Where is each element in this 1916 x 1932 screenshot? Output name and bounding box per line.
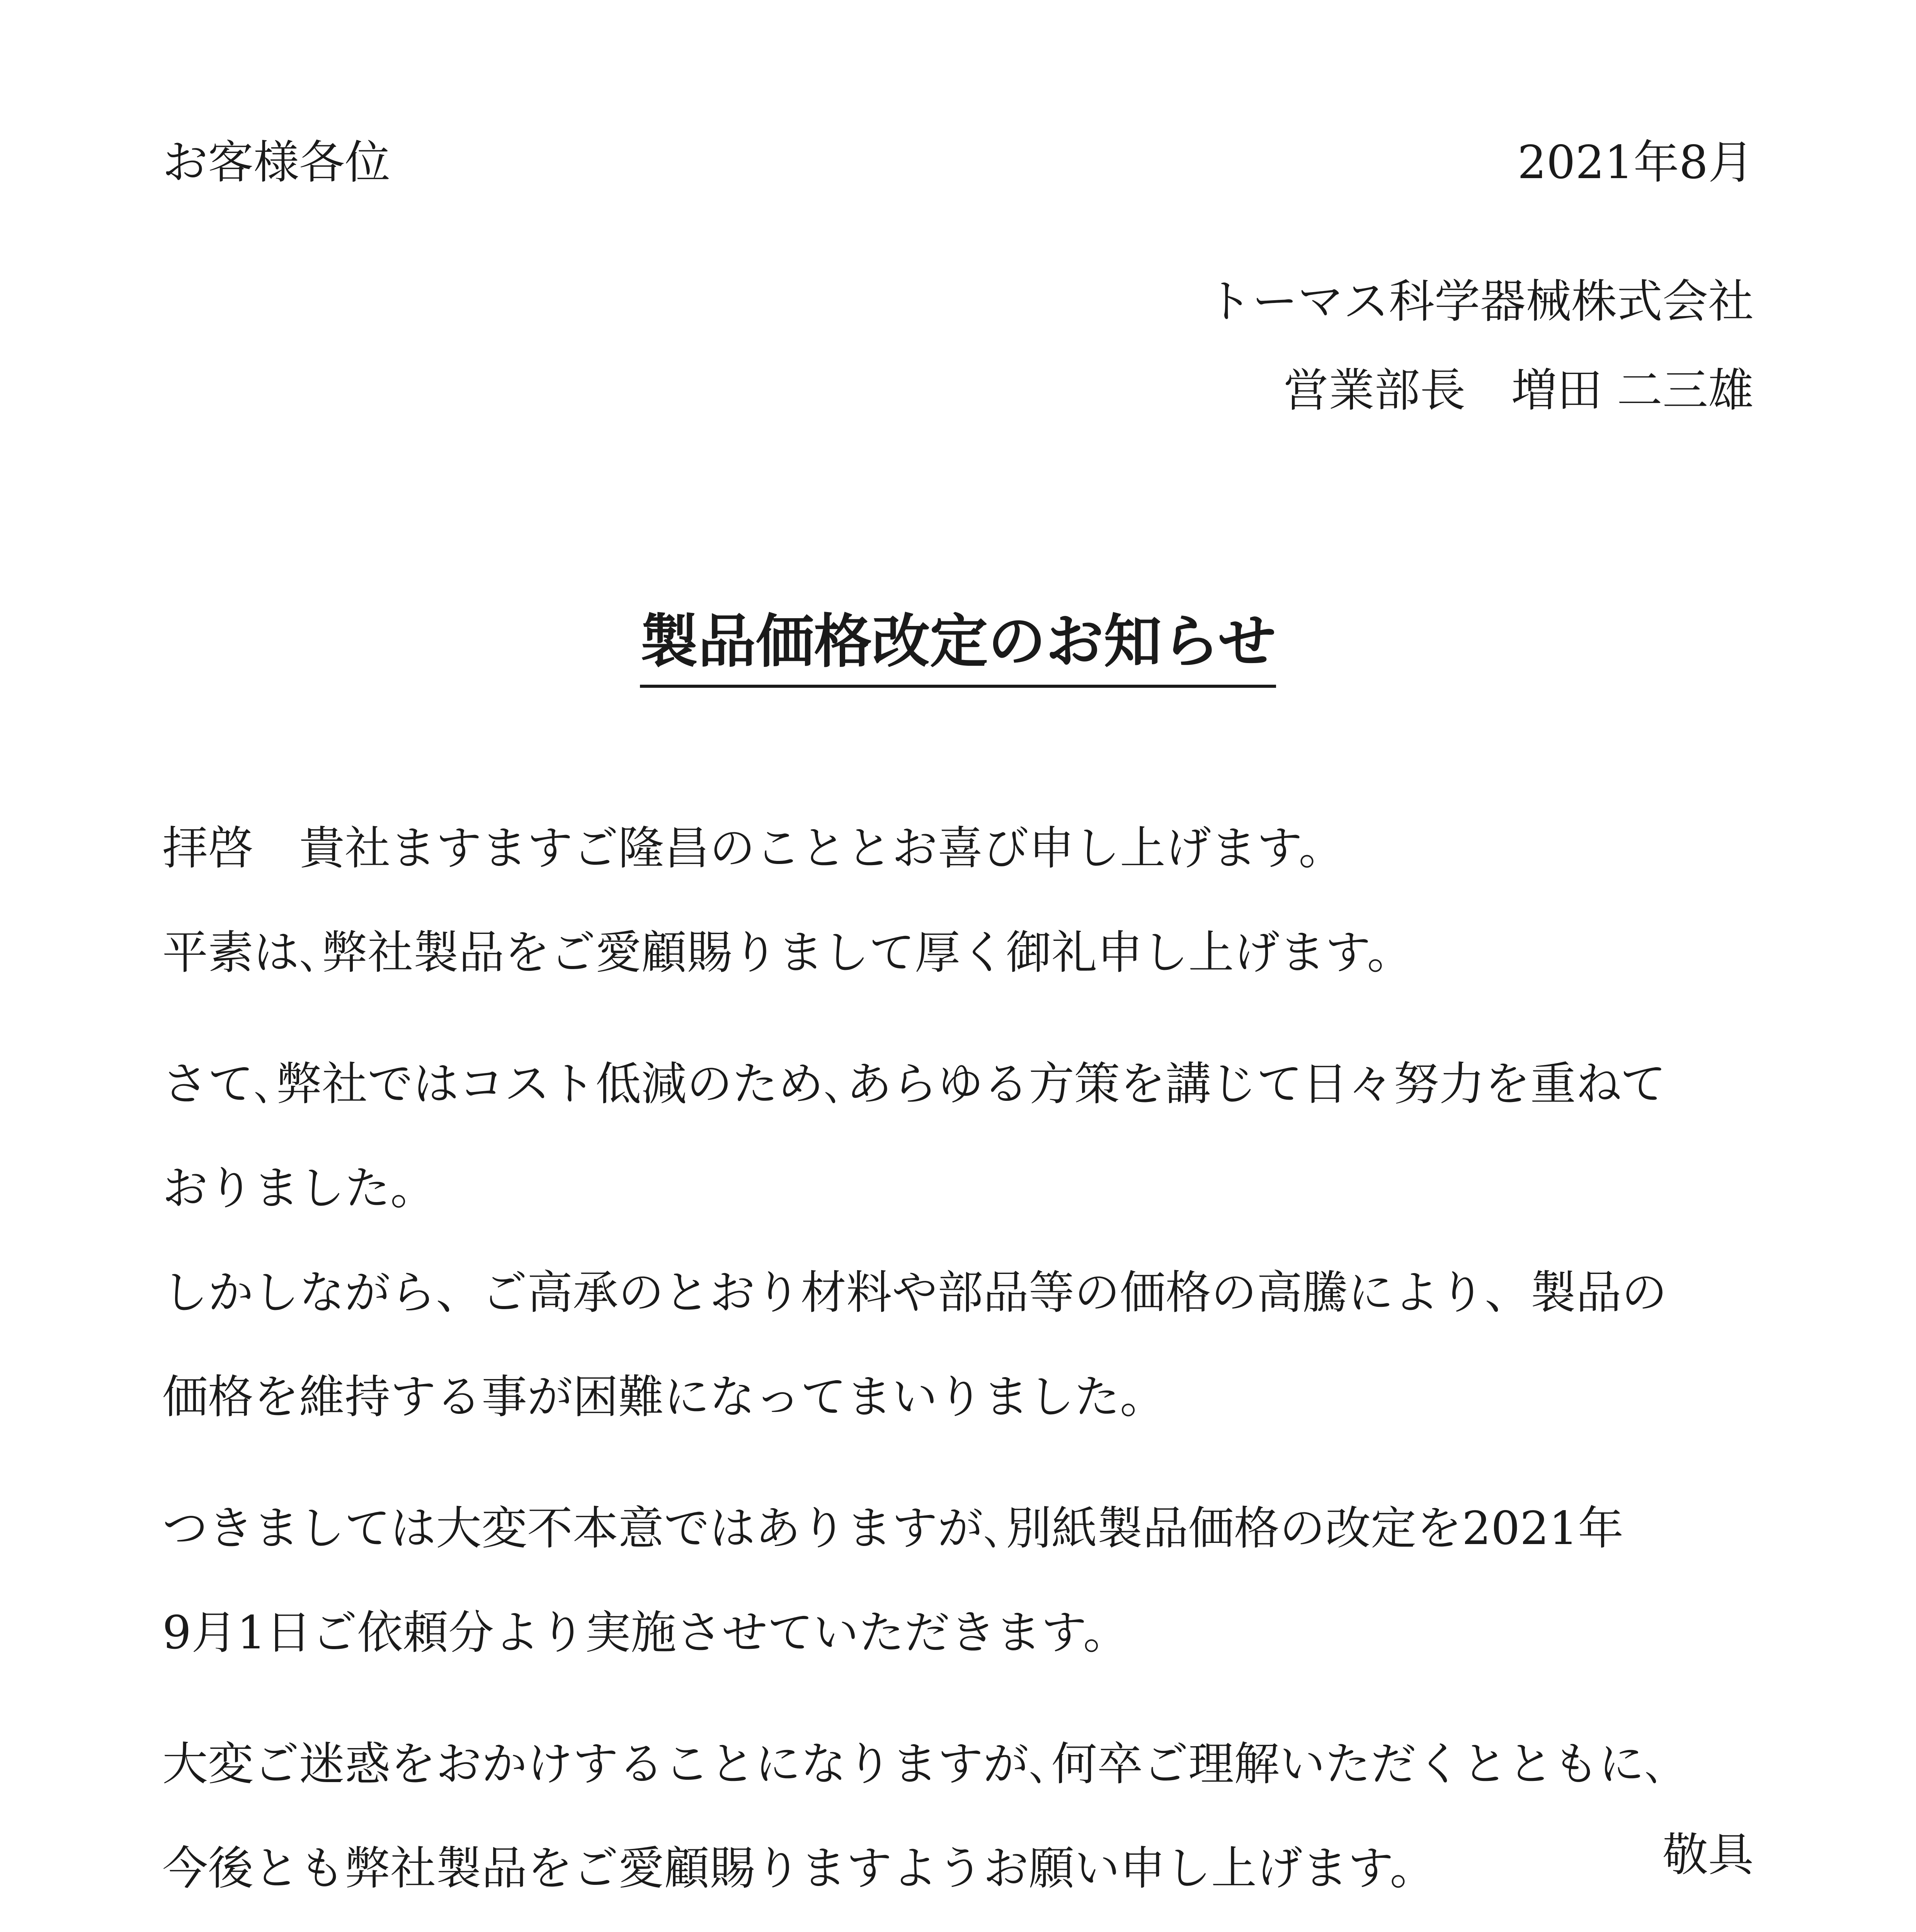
body-line: 大変ご迷惑をおかけすることになりますが､何卒ご理解いただくとともに､ xyxy=(162,1737,1668,1791)
body-line: 価格を維持する事が困難になってまいりました。 xyxy=(162,1370,1166,1423)
letter-date: 2021年8月 xyxy=(1517,136,1754,189)
paragraph-reason xyxy=(162,1032,1762,1449)
sender-name: 営業部長 増田 二三雄 xyxy=(1283,364,1754,417)
body-line: 拝啓 貴社ますますご隆昌のこととお喜び申し上げます。 xyxy=(162,821,1344,875)
body-line: 今後とも弊社製品をご愛顧賜りますようお願い申し上げます。 xyxy=(162,1842,1436,1895)
document-title: 製品価格改定のお知らせ xyxy=(640,603,1276,688)
body-line: さて､弊社ではコスト低減のため､あらゆる方策を講じて日々努力を重ねて xyxy=(162,1057,1666,1111)
addressee: お客様各位 xyxy=(162,136,391,189)
closing-phrase: 敬具 xyxy=(1662,1828,1754,1881)
body-line: つきましては大変不本意ではありますが､別紙製品価格の改定を2021年 xyxy=(162,1502,1624,1555)
paragraph-announcement xyxy=(162,1476,1762,1685)
paragraph-greeting xyxy=(162,796,1762,1005)
body-line: しかしながら、ご高承のとおり材料や部品等の価格の高騰により、製品の xyxy=(162,1266,1668,1319)
body-line: おりました。 xyxy=(162,1162,436,1215)
letter-body xyxy=(162,796,1762,1920)
sender-company: トーマス科学器械株式会社 xyxy=(1206,275,1754,328)
body-line: 9月1日ご依頼分より実施させていただきます。 xyxy=(162,1606,1129,1659)
body-line: 平素は､弊社製品をご愛顧賜りまして厚く御礼申し上げます。 xyxy=(162,926,1413,979)
paragraph-apology xyxy=(162,1712,1762,1920)
title-container xyxy=(0,603,1916,688)
